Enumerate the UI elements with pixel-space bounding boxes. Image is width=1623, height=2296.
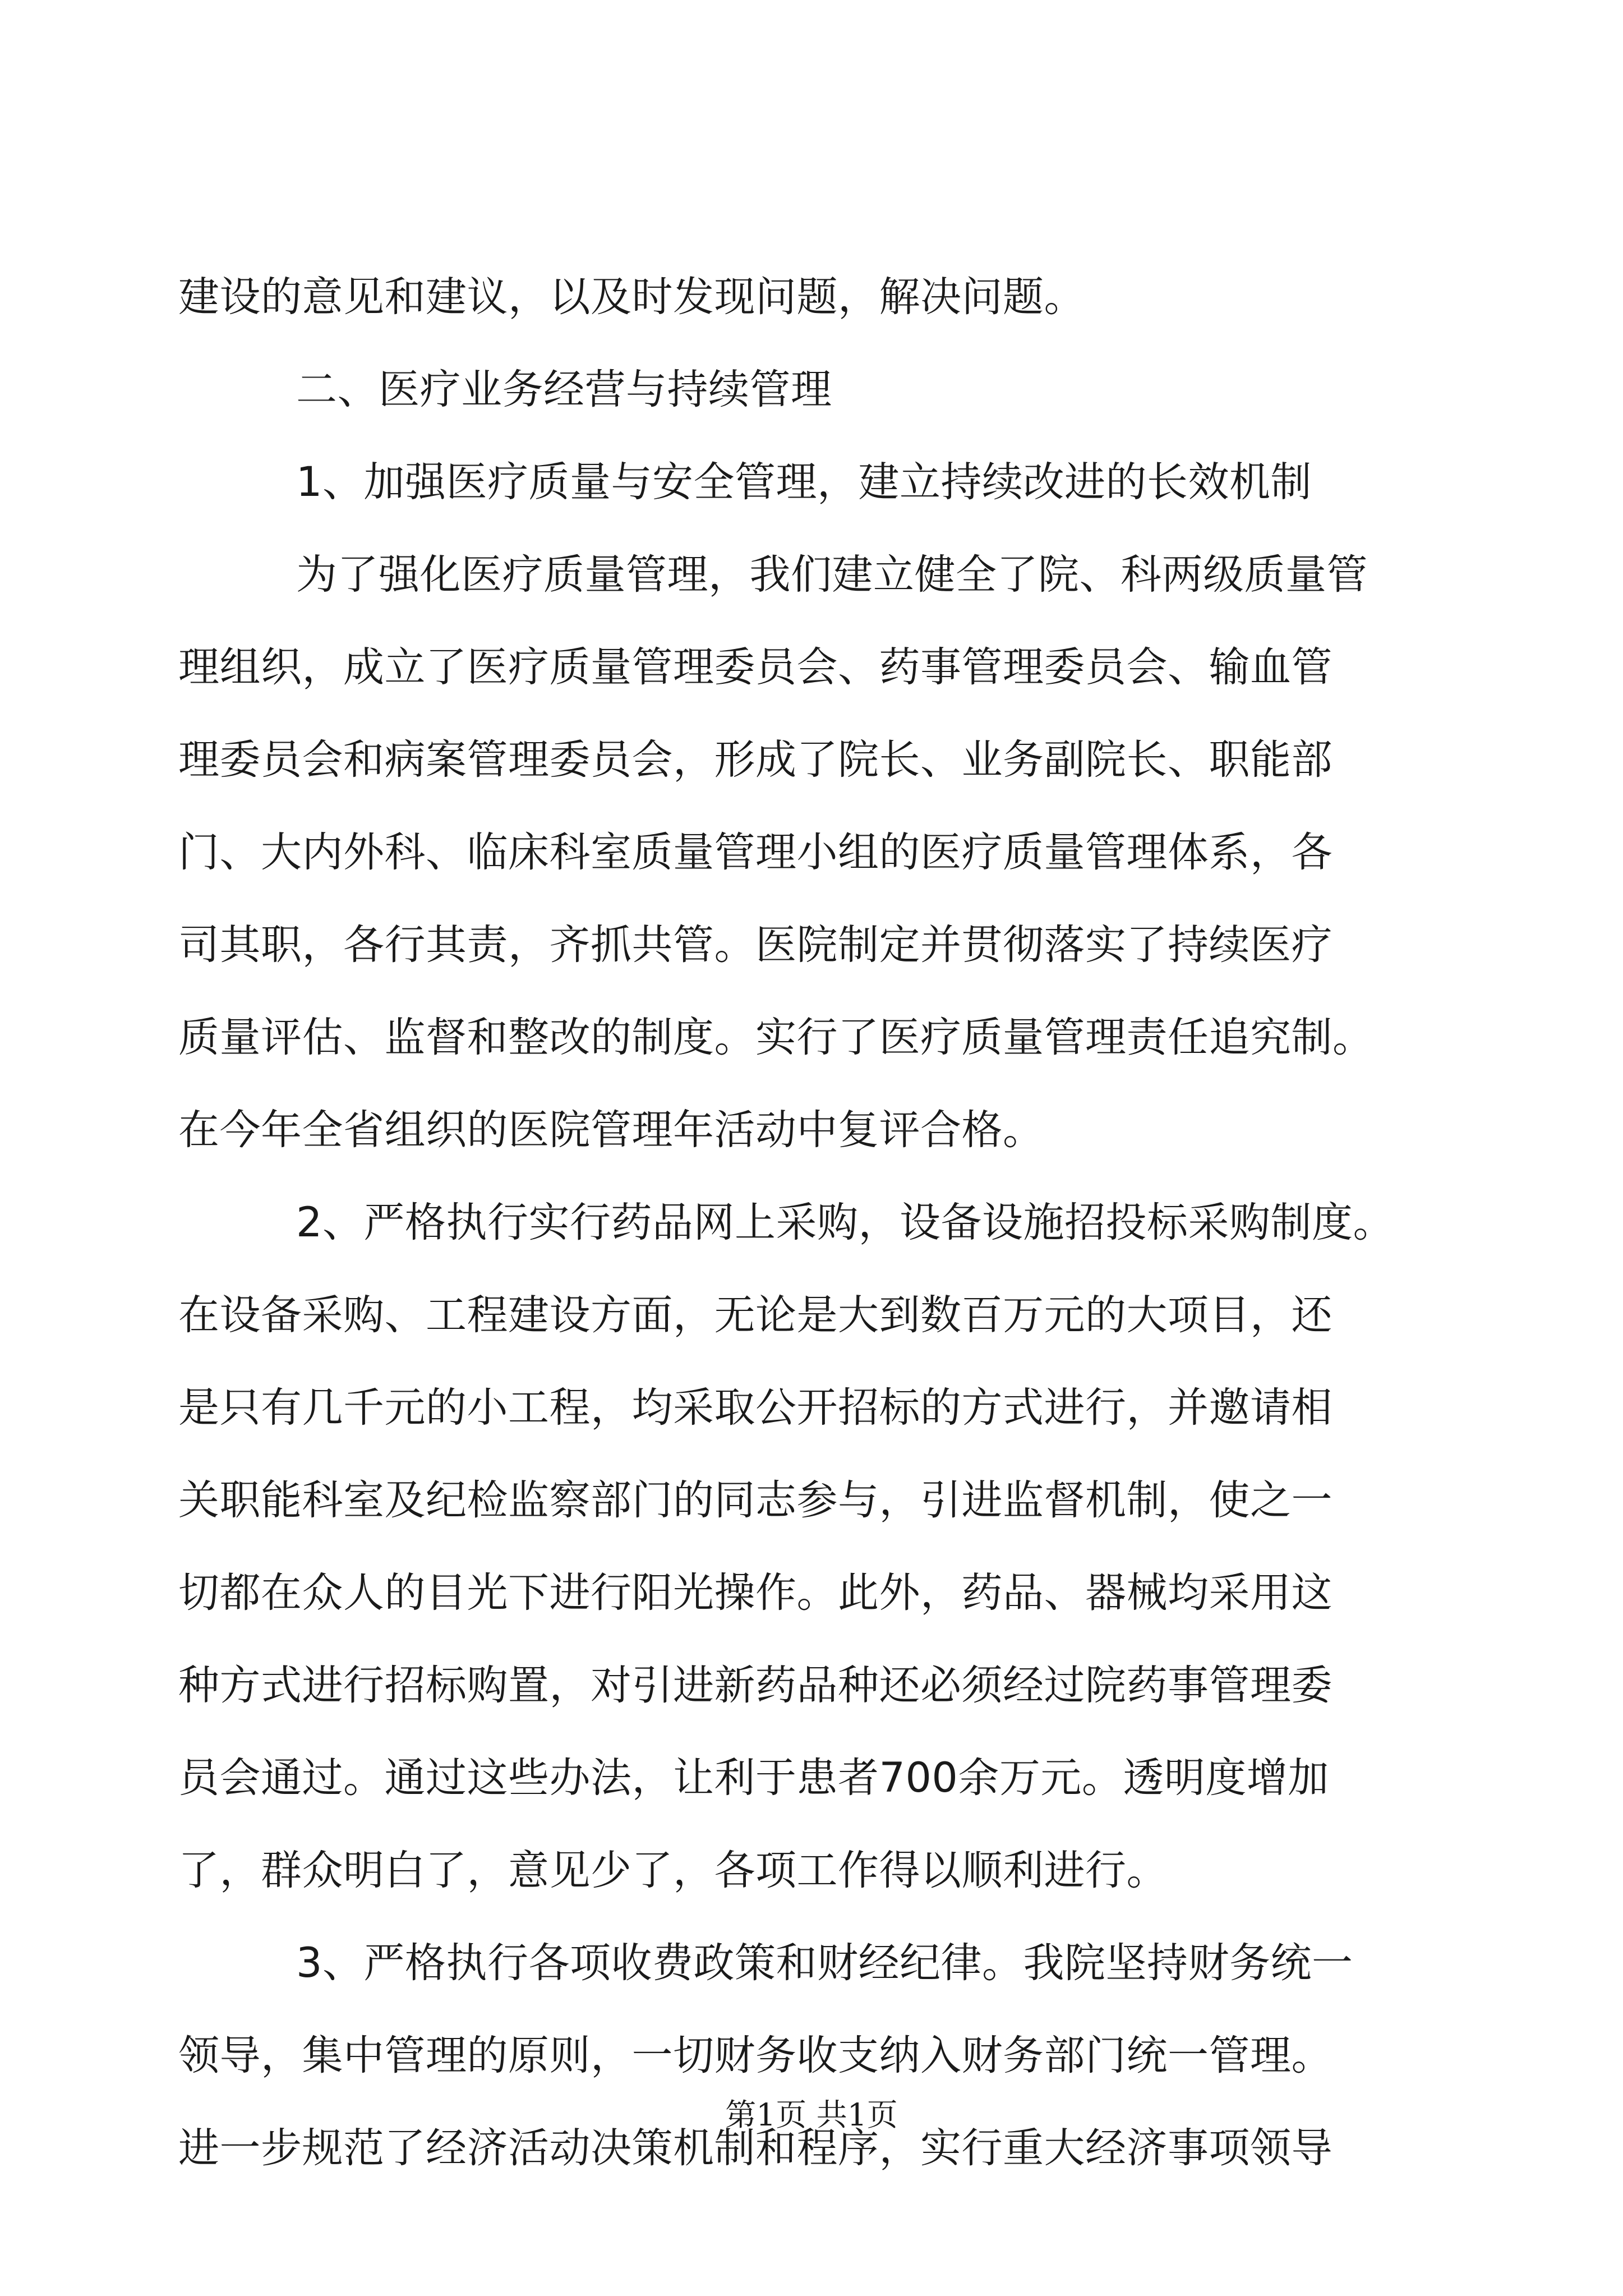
text-line-content: 2、严格执行实行药品网上采购，设备设施招投标采购制度。	[296, 1199, 1394, 1246]
text-line-content: 二、医疗业务经营与持续管理	[296, 366, 832, 413]
text-line-content: 在今年全省组织的医院管理年活动中复评合格。	[178, 1106, 1044, 1154]
text-line-content: 了，群众明白了，意见少了，各项工作得以顺利进行。	[178, 1847, 1168, 1894]
text-line-content: 切都在众人的目光下进行阳光操作。此外，药品、器械均采用这	[178, 1569, 1332, 1617]
text-line-content: 理组织，成立了医疗质量管理委员会、药事管理委员会、输血管	[178, 643, 1332, 691]
text-line-content: 种方式进行招标购置，对引进新药品种还必须经过院药事管理委	[178, 1662, 1332, 1709]
text-line-content: 质量评估、监督和整改的制度。实行了医疗质量管理责任追究制。	[178, 1014, 1374, 1061]
text-line-content: 员会通过。通过这些办法，让利于患者700余万元。透明度增加	[178, 1754, 1329, 1802]
text-line-content: 3、严格执行各项收费政策和财经纪律。我院坚持财务统一	[296, 1939, 1353, 1987]
text-line-content: 建设的意见和建议，以及时发现问题，解决问题。	[178, 273, 1085, 321]
text-line-content: 司其职，各行其责，齐抓共管。医院制定并贯彻落实了持续医疗	[178, 921, 1332, 969]
text-line-content: 领导，集中管理的原则，一切财务收支纳入财务部门统一管理。	[178, 2032, 1332, 2079]
page-footer: 第1页 共1页	[725, 2097, 898, 2133]
text-line-content: 为了强化医疗质量管理，我们建立健全了院、科两级质量管	[296, 551, 1368, 599]
text-line-content: 理委员会和病案管理委员会，形成了院长、业务副院长、职能部	[178, 736, 1332, 784]
text-line-content: 是只有几千元的小工程，均采取公开招标的方式进行，并邀请相	[178, 1384, 1332, 1432]
text-line-content: 在设备采购、工程建设方面，无论是大到数百万元的大项目，还	[178, 1291, 1332, 1339]
text-line-content: 门、大内外科、临床科室质量管理小组的医疗质量管理体系，各	[178, 829, 1332, 876]
text-line-content: 关职能科室及纪检监察部门的同志参与，引进监督机制，使之一	[178, 1476, 1332, 1524]
text-line-content: 进一步规范了经济活动决策机制和程序，实行重大经济事项领导	[178, 2124, 1332, 2172]
text-line-content: 1、加强医疗质量与安全管理，建立持续改进的长效机制	[296, 458, 1312, 506]
